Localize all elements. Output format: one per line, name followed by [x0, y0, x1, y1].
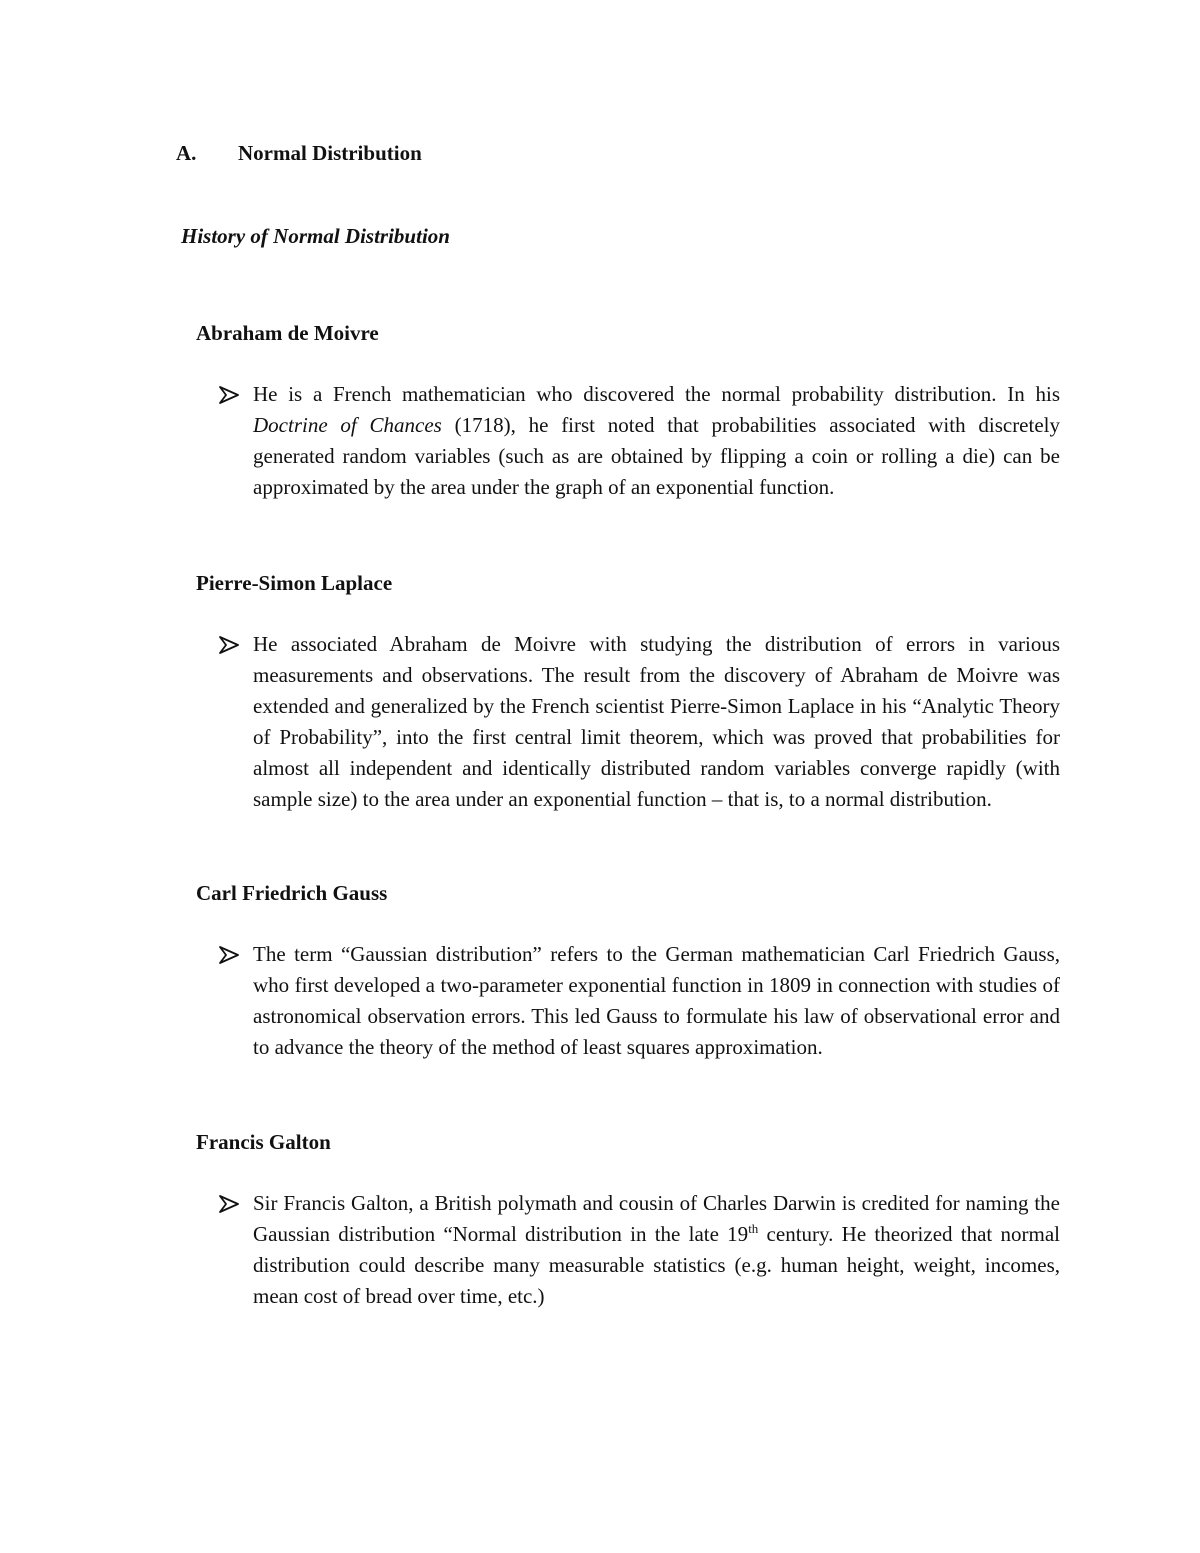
person-section-de-moivre: [196, 318, 1060, 503]
superscript: th: [748, 1221, 759, 1236]
bullet-text: The term “Gaussian distribution” refers to the German mathematician Carl Friedrich Gauss, who first developed a two-parameter exponential function in 1809 in connection with studies of astronomical observation errors. This led Gauss to formulate his law of observational error and to advance the theory of the method of least squares approximation.: [253, 942, 1060, 1059]
bullet-paragraph: [196, 629, 1060, 815]
bullet-text-italic: Doctrine of Chances: [253, 413, 442, 437]
arrowhead-bullet-icon: [219, 1195, 239, 1213]
bullet-text: He associated Abraham de Moivre with studying the distribution of errors in various measurements and observations. The result from the discovery of Abraham de Moivre was extended and generalized by the French scientist Pierre-Simon Laplace in his “Analytic Theory of Probability”, into the first central limit theorem, which was proved that probabilities for almost all independent and identically distributed random variables converge rapidly (with sample size) to the area under an exponential function – that is, to a normal distribution.: [253, 632, 1060, 811]
arrowhead-bullet-icon: [219, 946, 239, 964]
bullet-text: (1718), he first noted that probabilities associated with discretely generated random variables (such as are obtained by flipping a coin or rolling a die) can be approximated by the area under the graph of an exponential function.: [253, 413, 1060, 499]
bullet-paragraph: [196, 379, 1060, 503]
person-section-laplace: [196, 568, 1060, 815]
bullet-paragraph: [196, 939, 1060, 1063]
person-name: Pierre-Simon Laplace: [196, 571, 393, 595]
person-name: Carl Friedrich Gauss: [196, 881, 388, 905]
section-heading: [176, 141, 422, 166]
arrowhead-bullet-icon: [219, 636, 239, 654]
bullet-text: century. He theorized that normal distribution could describe many measurable statistics (e.g. human height, weight, incomes, mean cost of bread over time, etc.): [253, 1222, 1060, 1308]
bullet-text: Sir Francis Galton, a British polymath and cousin of Charles Darwin is credited for naming the Gaussian distribution “Normal distribution in the late 19: [253, 1191, 1060, 1246]
person-section-galton: [196, 1127, 1060, 1312]
section-letter: A.: [176, 141, 197, 165]
person-section-gauss: [196, 878, 1060, 1063]
bullet-paragraph: [196, 1188, 1060, 1312]
subtitle: History of Normal Distribution: [181, 224, 450, 248]
section-title: Normal Distribution: [238, 141, 422, 165]
person-name: Abraham de Moivre: [196, 321, 379, 345]
person-name: Francis Galton: [196, 1130, 331, 1154]
bullet-text: He is a French mathematician who discovered the normal probability distribution. In his: [253, 382, 1060, 406]
arrowhead-bullet-icon: [219, 386, 239, 404]
